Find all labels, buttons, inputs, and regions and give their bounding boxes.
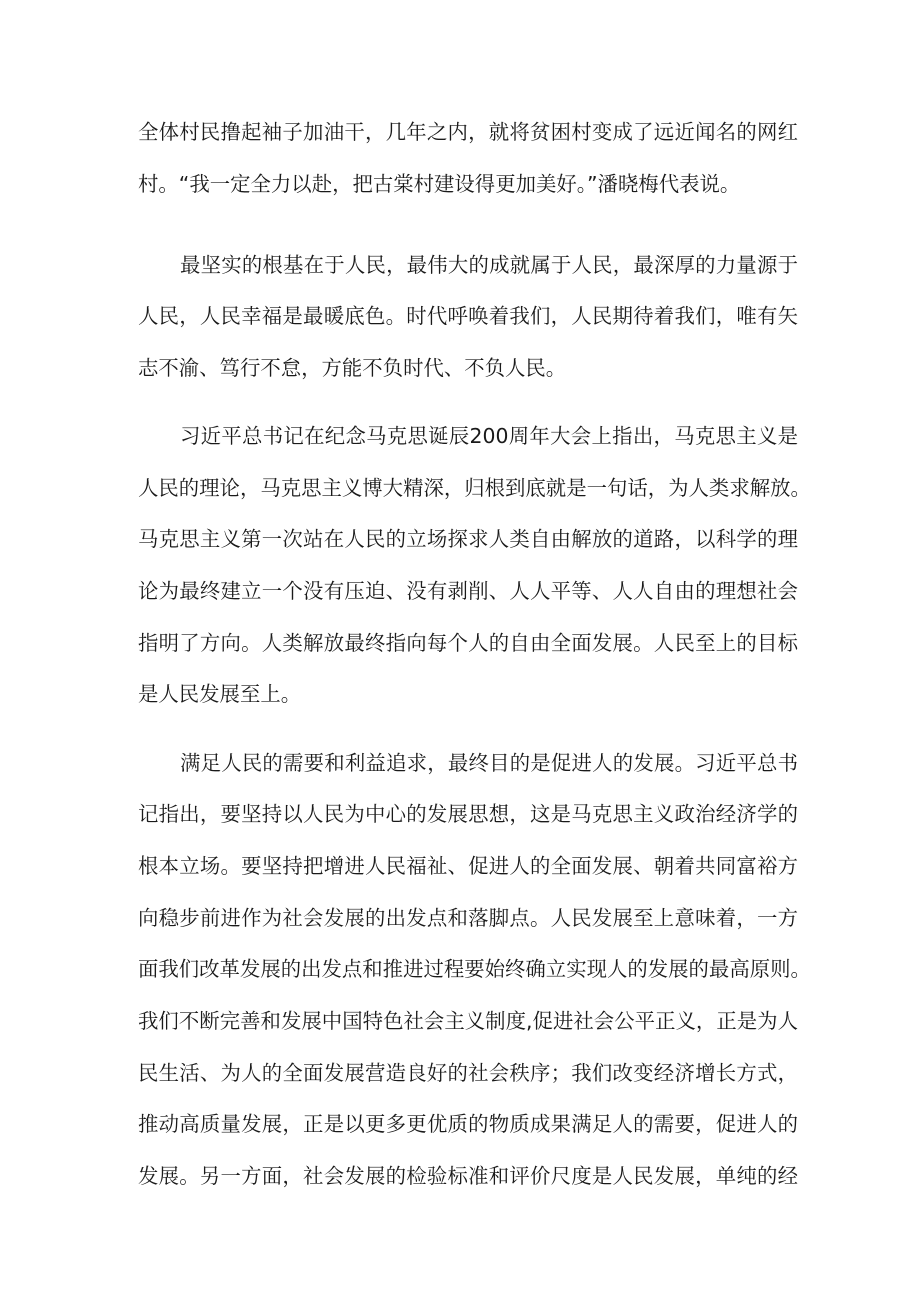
text-line: 民生活、为人的全面发展营造良好的社会秩序；我们改变经济增长方式，: [138, 1061, 798, 1085]
text-line: 向稳步前进作为社会发展的出发点和落脚点。人民发展至上意味着，一方: [138, 906, 798, 930]
text-line: 村。“我一定全力以赴，把古棠村建设得更加美好。”潘晓梅代表说。: [138, 172, 741, 196]
text-line: 全体村民撸起袖子加油干，几年之内，就将贫困村变成了远近闻名的网红: [138, 120, 798, 144]
text-line: 记指出，要坚持以人民为中心的发展思想，这是马克思主义政治经济学的: [138, 802, 798, 826]
text-line: 是人民发展至上。: [138, 682, 302, 706]
text-line: 推动高质量发展，正是以更多更优质的物质成果满足人的需要，促进人的: [138, 1112, 798, 1136]
text-line: 满足人民的需要和利益追求，最终目的是促进人的发展。习近平总书: [180, 751, 798, 775]
text-line: 人民的理论，马克思主义博大精深，归根到底就是一句话，为人类求解放。: [138, 476, 811, 500]
text-line: 面我们改革发展的出发点和推进过程要始终确立实现人的发展的最高原则。: [138, 957, 811, 981]
text-line: 马克思主义第一次站在人民的立场探求人类自由解放的道路，以科学的理: [138, 527, 798, 551]
text-line: 根本立场。要坚持把增进人民福祉、促进人的全面发展、朝着共同富裕方: [138, 854, 798, 878]
text-line: 志不渝、笃行不怠，方能不负时代、不负人民。: [138, 356, 567, 380]
text-line: 最坚实的根基在于人民，最伟大的成就属于人民，最深厚的力量源于: [180, 253, 798, 277]
text-line: 人民，人民幸福是最暖底色。时代呼唤着我们，人民期待着我们，唯有矢: [138, 304, 798, 328]
text-line: 指明了方向。人类解放最终指向每个人的自由全面发展。人民至上的目标: [138, 631, 798, 655]
text-line: 习近平总书记在纪念马克思诞辰200周年大会上指出，马克思主义是: [180, 424, 798, 448]
text-line: 发展。另一方面，社会发展的检验标准和评价尺度是人民发展，单纯的经: [138, 1164, 798, 1188]
text-line: 论为最终建立一个没有压迫、没有剥削、人人平等、人人自由的理想社会: [138, 579, 798, 603]
text-line: 我们不断完善和发展中国特色社会主义制度,促进社会公平正义，正是为人: [138, 1009, 798, 1033]
